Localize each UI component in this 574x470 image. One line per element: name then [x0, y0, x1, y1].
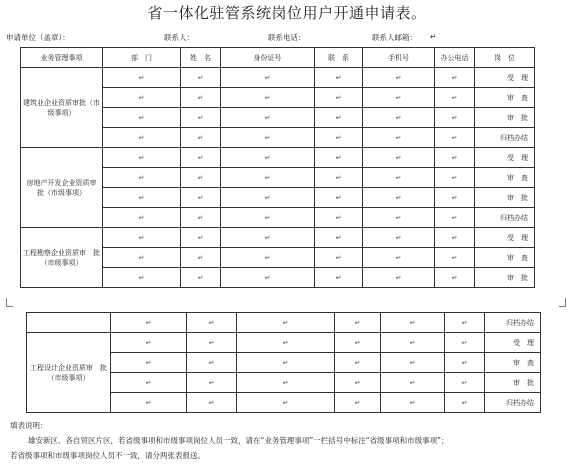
role-archive: 归档办结	[475, 128, 535, 148]
department-cell[interactable]: ↵	[103, 68, 181, 88]
table-row	[21, 68, 535, 88]
office-phone-cell[interactable]: ↵	[435, 268, 475, 288]
department-cell[interactable]: ↵	[103, 148, 181, 168]
application-table-page-2	[26, 312, 541, 413]
department-cell[interactable]: ↵	[103, 88, 181, 108]
name-cell[interactable]: ↵	[187, 313, 237, 333]
office-phone-cell[interactable]: ↵	[435, 88, 475, 108]
form-notes	[10, 418, 570, 463]
role-accept: 受 理	[475, 228, 535, 248]
name-cell[interactable]: ↵	[187, 373, 237, 393]
department-cell[interactable]: ↵	[103, 128, 181, 148]
table-row	[21, 228, 535, 248]
contact-cell[interactable]: ↵	[315, 188, 363, 208]
header-office-phone: 办公电话	[435, 48, 475, 68]
application-table-page-1	[20, 47, 535, 288]
department-cell[interactable]: ↵	[111, 393, 187, 413]
office-phone-cell[interactable]: ↵	[445, 313, 485, 333]
contact-cell[interactable]: ↵	[315, 268, 363, 288]
header-position: 岗 位	[475, 48, 535, 68]
id-cell[interactable]: ↵	[237, 393, 335, 413]
contact-cell[interactable]: ↵	[315, 168, 363, 188]
mobile-cell[interactable]: ↵	[363, 88, 435, 108]
department-cell[interactable]: ↵	[103, 188, 181, 208]
office-phone-cell[interactable]: ↵	[445, 393, 485, 413]
name-cell[interactable]: ↵	[181, 188, 221, 208]
contact-cell[interactable]: ↵	[315, 88, 363, 108]
role-accept: 受 理	[475, 68, 535, 88]
id-cell[interactable]: ↵	[237, 353, 335, 373]
contact-cell[interactable]: ↵	[335, 353, 381, 373]
id-cell[interactable]: ↵	[221, 68, 315, 88]
name-cell[interactable]: ↵	[181, 248, 221, 268]
header-department: 部 门	[103, 48, 181, 68]
table-header-row	[21, 48, 535, 68]
office-phone-cell[interactable]: ↵	[435, 108, 475, 128]
contact-email-label: 联系人邮箱：	[372, 33, 417, 42]
header-contact: 联 系	[315, 48, 363, 68]
contact-cell[interactable]: ↵	[315, 108, 363, 128]
office-phone-cell[interactable]: ↵	[435, 208, 475, 228]
table-row	[27, 333, 541, 353]
contact-cell[interactable]: ↵	[335, 333, 381, 353]
name-cell[interactable]: ↵	[181, 128, 221, 148]
table-row	[27, 313, 541, 333]
business-item-real-estate: 房地产开发企业资质审 批（市级事项）	[21, 148, 103, 228]
page-break-marker	[6, 298, 566, 308]
mobile-cell[interactable]: ↵	[363, 168, 435, 188]
mobile-cell[interactable]: ↵	[363, 268, 435, 288]
name-cell[interactable]: ↵	[187, 393, 237, 413]
department-cell[interactable]: ↵	[103, 208, 181, 228]
id-cell[interactable]: ↵	[221, 268, 315, 288]
mobile-cell[interactable]: ↵	[381, 353, 445, 373]
role-approve: 审 批	[475, 268, 535, 288]
role-archive: 归档办结	[475, 208, 535, 228]
notes-title: 填表说明：	[10, 421, 48, 430]
mobile-cell[interactable]: ↵	[381, 333, 445, 353]
id-cell[interactable]: ↵	[221, 88, 315, 108]
business-item-design: 工程设计企业资质审 批（市级事项）	[27, 333, 111, 413]
header-mobile: 手机号	[363, 48, 435, 68]
role-review: 审 查	[475, 168, 535, 188]
office-phone-cell[interactable]: ↵	[445, 353, 485, 373]
id-cell[interactable]: ↵	[221, 128, 315, 148]
role-accept: 受 理	[485, 333, 541, 353]
contact-person-label: 联系人：	[164, 33, 194, 42]
mobile-cell[interactable]: ↵	[363, 228, 435, 248]
mobile-cell[interactable]: ↵	[363, 248, 435, 268]
name-cell[interactable]: ↵	[181, 228, 221, 248]
department-cell[interactable]: ↵	[103, 248, 181, 268]
mobile-cell[interactable]: ↵	[363, 208, 435, 228]
office-phone-cell[interactable]: ↵	[435, 148, 475, 168]
page-corner-left	[6, 298, 13, 307]
role-review: 审 查	[475, 88, 535, 108]
mobile-cell[interactable]: ↵	[363, 68, 435, 88]
name-cell[interactable]: ↵	[181, 268, 221, 288]
role-review: 审 查	[485, 353, 541, 373]
contact-cell[interactable]: ↵	[315, 248, 363, 268]
page-corner-right	[559, 298, 566, 307]
contact-cell[interactable]: ↵	[335, 393, 381, 413]
contact-phone-label: 联系电话：	[268, 33, 306, 42]
contact-cell[interactable]: ↵	[315, 148, 363, 168]
applicant-unit-label: 申请单位（盖章）：	[6, 33, 70, 42]
office-phone-cell[interactable]: ↵	[435, 168, 475, 188]
id-cell[interactable]: ↵	[221, 188, 315, 208]
department-cell[interactable]: ↵	[111, 353, 187, 373]
name-cell[interactable]: ↵	[181, 148, 221, 168]
header-business-item: 业务管理事项	[21, 48, 103, 68]
business-item-cell	[27, 313, 111, 333]
department-cell[interactable]: ↵	[103, 228, 181, 248]
department-cell[interactable]: ↵	[103, 168, 181, 188]
mobile-cell[interactable]: ↵	[363, 148, 435, 168]
role-archive: 归档办结	[485, 313, 541, 333]
role-accept: 受 理	[475, 148, 535, 168]
contact-cell[interactable]: ↵	[315, 128, 363, 148]
department-cell[interactable]: ↵	[111, 333, 187, 353]
office-phone-cell[interactable]: ↵	[435, 128, 475, 148]
office-phone-cell[interactable]: ↵	[445, 333, 485, 353]
mobile-cell[interactable]: ↵	[363, 188, 435, 208]
role-approve: 审 批	[485, 373, 541, 393]
id-cell[interactable]: ↵	[237, 333, 335, 353]
mobile-cell[interactable]: ↵	[381, 313, 445, 333]
department-cell[interactable]: ↵	[111, 373, 187, 393]
department-cell[interactable]: ↵	[103, 268, 181, 288]
id-cell[interactable]: ↵	[221, 248, 315, 268]
department-cell[interactable]: ↵	[103, 108, 181, 128]
mobile-cell[interactable]: ↵	[381, 373, 445, 393]
paragraph-mark: ↵	[430, 32, 437, 41]
mobile-cell[interactable]: ↵	[363, 128, 435, 148]
name-cell[interactable]: ↵	[187, 333, 237, 353]
office-phone-cell[interactable]: ↵	[445, 373, 485, 393]
header-name: 姓 名	[181, 48, 221, 68]
role-approve: 审 批	[475, 188, 535, 208]
role-approve: 审 批	[475, 108, 535, 128]
office-phone-cell[interactable]: ↵	[435, 248, 475, 268]
name-cell[interactable]: ↵	[181, 88, 221, 108]
name-cell[interactable]: ↵	[181, 108, 221, 128]
notes-line-1: 雄安新区、各自贸区片区，若省级事项和市级事项岗位人员一致，请在“业务管理事项”一栏括号中标注“省级事项和市级事项”；	[28, 436, 449, 445]
contact-cell[interactable]: ↵	[335, 313, 381, 333]
id-cell[interactable]: ↵	[221, 228, 315, 248]
mobile-cell[interactable]: ↵	[381, 393, 445, 413]
id-cell[interactable]: ↵	[237, 313, 335, 333]
name-cell[interactable]: ↵	[181, 68, 221, 88]
contact-cell[interactable]: ↵	[315, 68, 363, 88]
office-phone-cell[interactable]: ↵	[435, 188, 475, 208]
name-cell[interactable]: ↵	[181, 168, 221, 188]
contact-cell[interactable]: ↵	[335, 373, 381, 393]
contact-cell[interactable]: ↵	[315, 208, 363, 228]
header-id-number: 身份证号	[221, 48, 315, 68]
id-cell[interactable]: ↵	[221, 108, 315, 128]
notes-line-2: 若省级事项和市级事项岗位人员不一致，请分两张表报送。	[10, 451, 205, 460]
name-cell[interactable]: ↵	[181, 208, 221, 228]
contact-cell[interactable]: ↵	[315, 228, 363, 248]
office-phone-cell[interactable]: ↵	[435, 68, 475, 88]
id-cell[interactable]: ↵	[221, 148, 315, 168]
business-item-construction: 建筑业企业资质审批（市级事项）	[21, 68, 103, 148]
business-item-survey: 工程勘察企业资质审 批（市级事项）	[21, 228, 103, 288]
form-title: 省一体化驻管系统岗位用户开通申请表。	[147, 4, 427, 22]
office-phone-cell[interactable]: ↵	[435, 228, 475, 248]
id-cell[interactable]: ↵	[237, 373, 335, 393]
table-row	[21, 148, 535, 168]
role-archive: 归档办结	[485, 393, 541, 413]
mobile-cell[interactable]: ↵	[363, 108, 435, 128]
name-cell[interactable]: ↵	[187, 353, 237, 373]
role-review: 审 查	[475, 248, 535, 268]
id-cell[interactable]: ↵	[221, 168, 315, 188]
id-cell[interactable]: ↵	[221, 208, 315, 228]
department-cell[interactable]: ↵	[111, 313, 187, 333]
